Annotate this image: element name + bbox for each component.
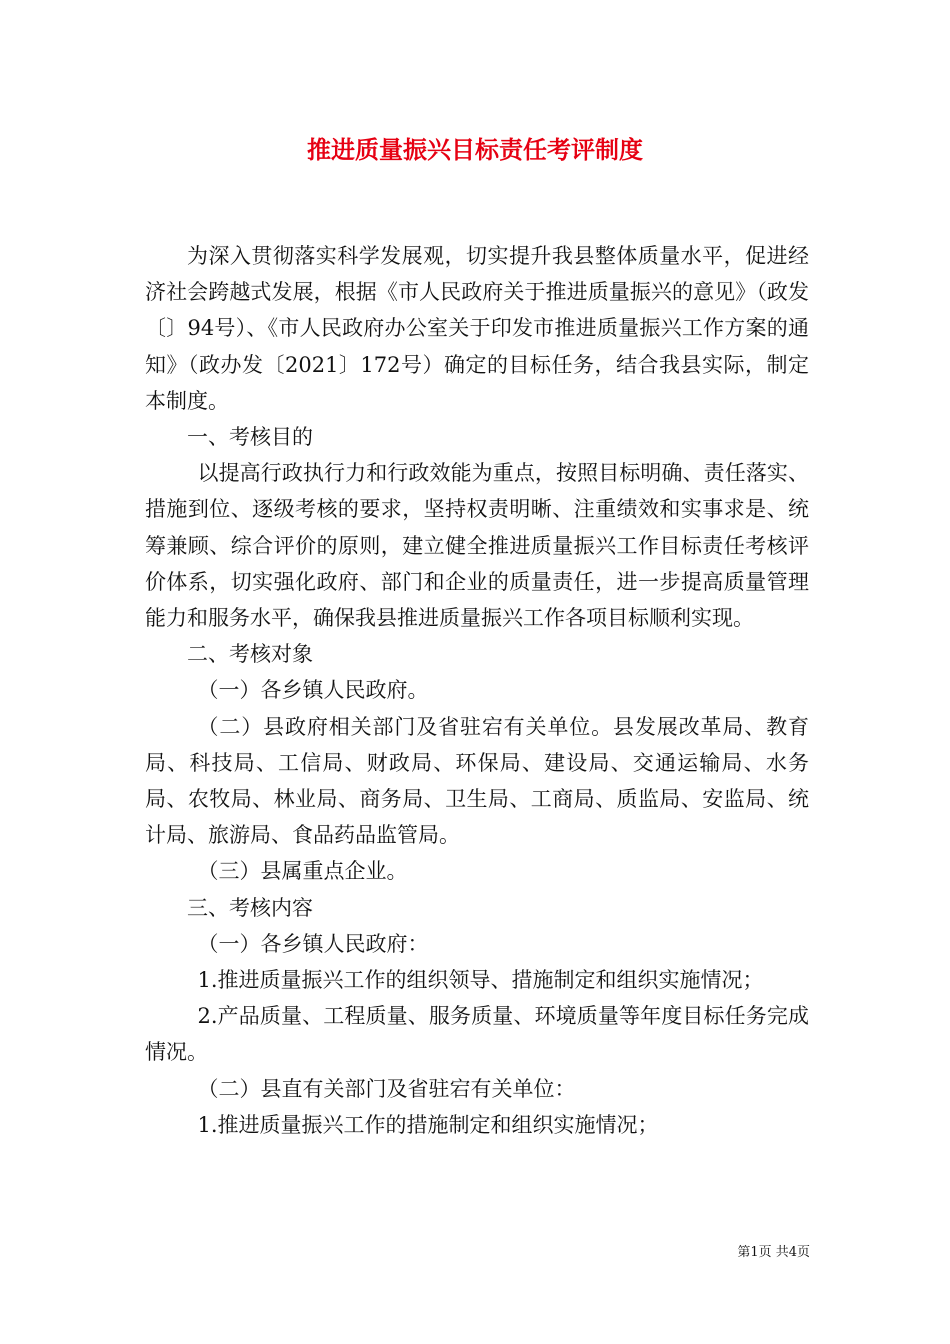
heading-section-2: 二、考核对象 [187, 642, 313, 667]
heading-section-1: 一、考核目的 [187, 425, 313, 450]
document-title: 推进质量振兴目标责任考评制度 [307, 135, 643, 164]
paragraph-item: （二）县直有关部门及省驻宕有关单位： [197, 1076, 576, 1101]
paragraph-intro: 为深入贯彻落实科学发展观，切实提升我县整体质量水平，促进经济社会跨越式发展，根据《市人民政府关于推进质量振兴的意见》（政发〔〕94号）、《市人民政府办公室关于印发市推进质量振兴工作方案的通知》（政办发〔2021〕172号）确定的目标任务，结合我县实际，制定本制度。 [145, 244, 809, 413]
paragraph-item: （三）县属重点企业。 [197, 859, 408, 884]
paragraph-item: 1.推进质量振兴工作的组织领导、措施制定和组织实施情况； [197, 968, 764, 993]
page-number: 第1页 共4页 [737, 1245, 810, 1260]
paragraph-item: （一）各乡镇人民政府： [197, 931, 429, 956]
paragraph-item: （二）县政府相关部门及省驻宕有关单位。县发展改革局、教育局、科技局、工信局、财政局、环保局、建设局、交通运输局、水务局、农牧局、林业局、商务局、卫生局、工商局、质监局、安监局、统计局、旅游局、食品药品监管局。 [145, 714, 809, 848]
paragraph-item: （一）各乡镇人民政府。 [197, 678, 429, 703]
heading-section-3: 三、考核内容 [187, 895, 313, 920]
document-body [145, 238, 809, 1143]
paragraph-item: 2.产品质量、工程质量、服务质量、环境质量等年度目标任务完成情况。 [145, 1004, 809, 1065]
paragraph-item: 1.推进质量振兴工作的措施制定和组织实施情况； [197, 1112, 659, 1137]
paragraph-section-1: 以提高行政执行力和行政效能为重点，按照目标明确、责任落实、措施到位、逐级考核的要求，坚持权责明晰、注重绩效和实事求是、统筹兼顾、综合评价的原则，建立健全推进质量振兴工作目标责任考核评价体系，切实强化政府、部门和企业的质量责任，进一步提高质量管理能力和服务水平，确保我县推进质量振兴工作各项目标顺利实现。 [145, 461, 809, 631]
